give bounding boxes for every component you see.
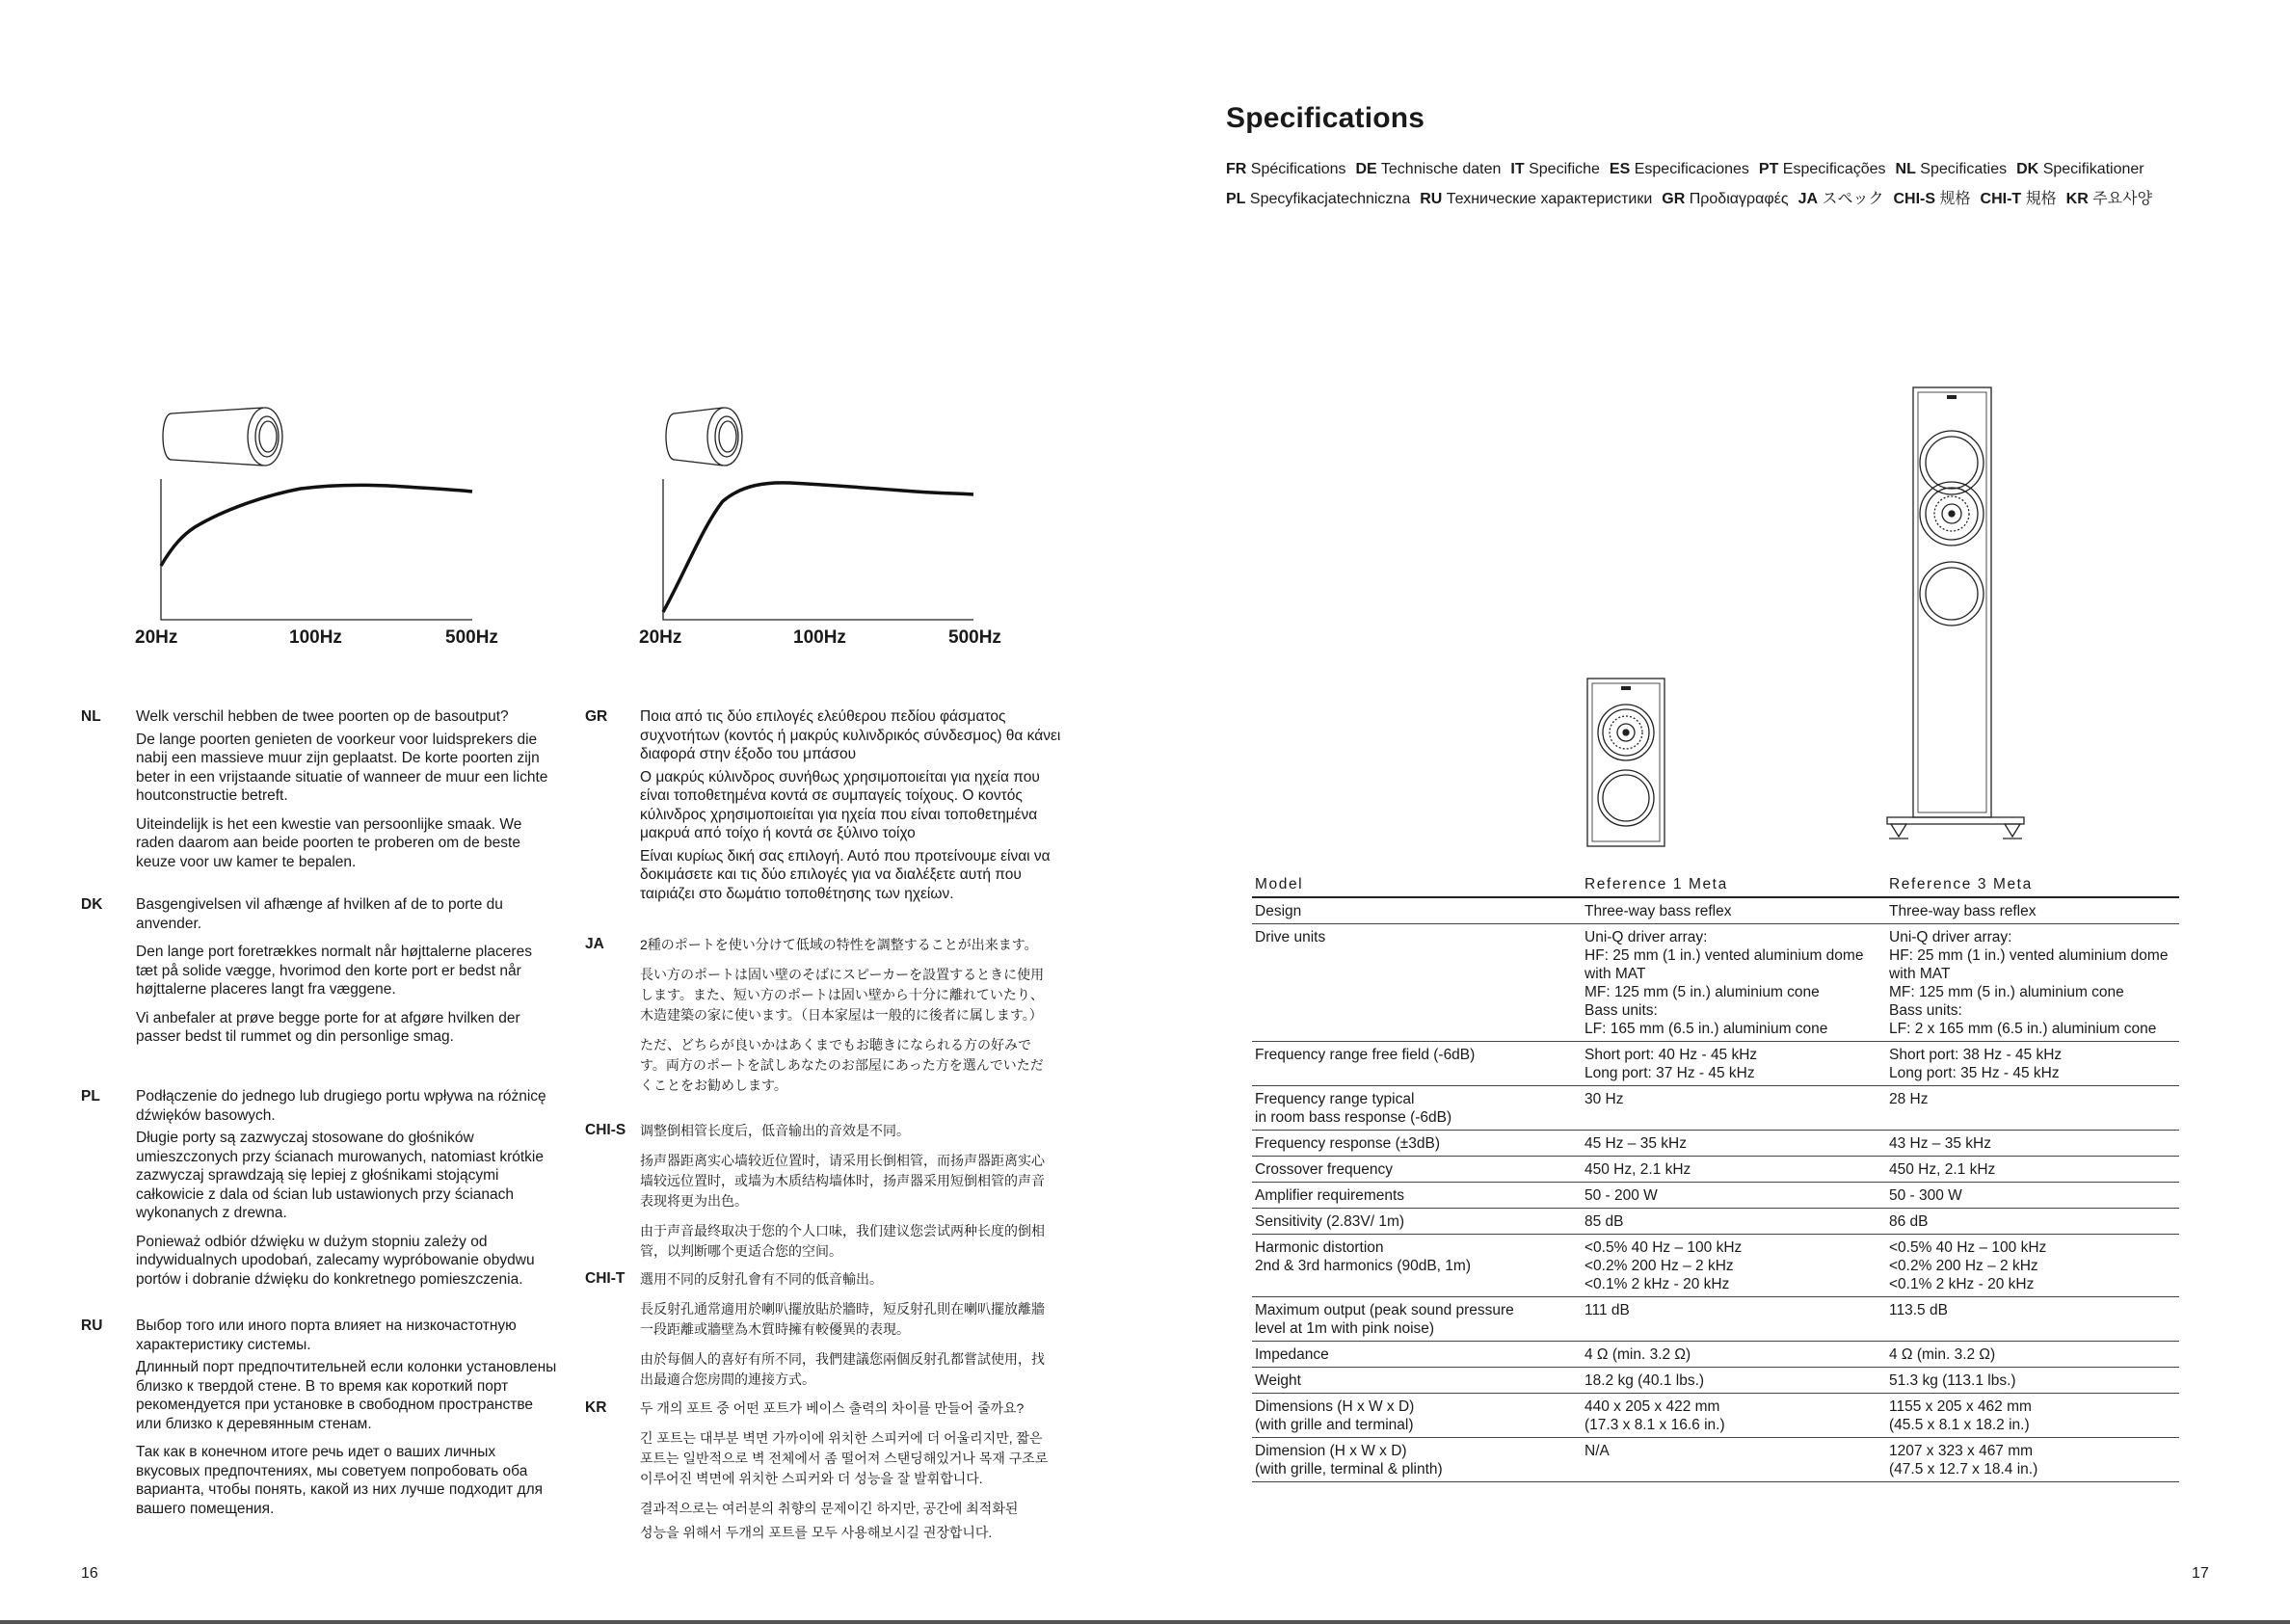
bass-driver-icon <box>1598 770 1654 826</box>
spec-label: Frequency range typical in room bass response (-6dB) <box>1252 1086 1582 1131</box>
faq-paragraph: Είναι κυρίως δική σας επιλογή. Αυτό που προτείνουμε είναι να δοκιμάσετε και τις δύο επιλογές για να διαλέξετε αυτή που ταιριάζει στο δωμάτιο τοποθέτησης των ηχείων. <box>640 847 1051 902</box>
language-entry-fr <box>1226 161 1346 177</box>
spec-label: Amplifier requirements <box>1252 1183 1582 1209</box>
table-row <box>1252 1157 2179 1183</box>
language-code: PL <box>1226 191 1246 207</box>
spec-value: 440 x 205 x 422 mm (17.3 x 8.1 x 16.6 in.) <box>1582 1394 1886 1438</box>
language-entry-es <box>1610 161 1749 177</box>
spec-value: Short port: 38 Hz - 45 kHz Long port: 35 Hz - 45 kHz <box>1886 1042 2179 1086</box>
faq-question: Basgengivelsen vil afhænge af hvilken af de to porte du anvender. <box>136 896 503 932</box>
spec-value: <0.5% 40 Hz – 100 kHz <0.2% 200 Hz – 2 kHz <0.1% 2 kHz - 20 kHz <box>1886 1235 2179 1297</box>
faq-paragraph: ただ、どちらが良いかはあくまでもお聴きになられる方の好みです。両方のポートを試しあなたのお部屋にあった方を選んでいただくことをお勧めします。 <box>640 1037 1044 1093</box>
spec-value: Three-way bass reflex <box>1886 897 2179 924</box>
spec-value: 45 Hz – 35 kHz <box>1582 1131 1886 1157</box>
hz-label-100: 100Hz <box>793 627 846 648</box>
table-row <box>1252 1235 2179 1297</box>
faq-paragraph: Ο μακρύς κύλινδρος συνήθως χρησιμοποιείται για ηχεία που είναι τοποθετημένα κοντά σε συμπαγείς τοίχους. Ο κοντός κύλινδρος χρησιμοποιείται για ηχεία που είναι τοποθετημένα μακρυά από τοίχο ή κοντά σε ξύλινο τοίχο <box>640 768 1040 841</box>
language-label: Технические характеристики <box>1446 191 1653 207</box>
response-curve-short <box>663 483 973 612</box>
spec-value: 28 Hz <box>1886 1086 2179 1131</box>
language-code: CHI-S <box>1893 191 1936 207</box>
lang-code: NL <box>81 708 101 725</box>
table-row <box>1252 1297 2179 1342</box>
hz-label-20: 20Hz <box>639 627 682 648</box>
cabinet-outline <box>1913 387 1991 817</box>
reference-3-meta-illustration <box>1879 384 2034 851</box>
faq-question: Выбор того или иного порта влияет на низкочастотную характеристику системы. <box>136 1318 517 1353</box>
bass-driver-bottom-icon <box>1920 562 1984 626</box>
faq-question: Ποια από τις δύο επιλογές ελεύθερου πεδίου φάσματος συχνοτήτων (κοντός ή μακρύς κυλινδρικός σύνδεσμος) θα κάνει διαφορά στην έξοδο του μπάσου <box>640 708 1061 762</box>
faq-paragraph: Ponieważ odbiór dźwięku w dużym stopniu zależy od indywidualnych upodobań, zalecamy wypróbowanie obydwu portów i dobranie dźwięku do konkretnego pomieszczenia. <box>136 1233 535 1288</box>
spec-value: 450 Hz, 2.1 kHz <box>1886 1157 2179 1183</box>
spec-value: 4 Ω (min. 3.2 Ω) <box>1582 1342 1886 1368</box>
language-entry-nl <box>1896 161 2008 177</box>
faq-paragraph: Так как в конечном итоге речь идет о ваших личных вкусовых предпочтениях, мы советуем попробовать оба варианта, чтобы понять, какой из них лучше подходит для вашего помещения. <box>136 1444 544 1517</box>
frequency-graph-short-port-svg <box>636 400 1022 631</box>
faq-paragraph: 긴 포트는 대부분 벽면 가까이에 위치한 스피커에 더 어울리지만, 짧은 포트는 일반적으로 벽 전체에서 좀 떨어져 스탠딩해있거나 목재 구조로 이루어진 벽면에 위치한 스피커와 더 성능을 잘 발휘합니다. <box>640 1430 1049 1486</box>
faq-paragraph: 由于声音最终取决于您的个人口味，我们建议您尝试两种长度的倒相管，以判断哪个更适合您的空间。 <box>640 1223 1045 1259</box>
bottom-rule <box>0 1620 2290 1624</box>
spec-value: Uni-Q driver array: HF: 25 mm (1 in.) vented aluminium dome with MAT MF: 125 mm (5 in.) aluminium cone Bass units: LF: 165 mm (6.5 in.) aluminium cone <box>1582 924 1886 1042</box>
spec-label: Frequency response (±3dB) <box>1252 1131 1582 1157</box>
lang-code: CHI-S <box>585 1122 626 1138</box>
spec-value: 113.5 dB <box>1886 1297 2179 1342</box>
frequency-graph-long-port-svg <box>135 400 520 631</box>
spec-label: Frequency range free field (-6dB) <box>1252 1042 1582 1086</box>
port-tube-short-icon <box>666 408 742 466</box>
graph-axes <box>663 479 973 620</box>
spec-value: 50 - 200 W <box>1582 1183 1886 1209</box>
page-title: Specifications <box>1226 102 1425 134</box>
table-row <box>1252 1368 2179 1394</box>
language-code: NL <box>1895 161 1916 177</box>
spec-label: Weight <box>1252 1368 1582 1394</box>
lang-code: KR <box>585 1399 607 1416</box>
language-entry-pt <box>1759 161 1886 177</box>
spec-label: Design <box>1252 897 1582 924</box>
language-label: Specifikationer <box>2042 161 2144 177</box>
language-code: DK <box>2016 161 2039 177</box>
faq-question: 2種のポートを使い分けて低域の特性を調整することが出来ます。 <box>640 937 1038 952</box>
spec-label: Crossover frequency <box>1252 1157 1582 1183</box>
table-row <box>1252 1209 2179 1235</box>
frequency-graph-long-port <box>135 400 520 631</box>
table-row <box>1252 1394 2179 1438</box>
table-row <box>1252 1042 2179 1086</box>
hz-label-500: 500Hz <box>445 627 498 648</box>
table-header-row <box>1252 872 2179 897</box>
faq-question: Podłączenie do jednego lub drugiego portu wpływa na różnicę dźwięków basowych. <box>136 1088 546 1124</box>
plinth-feet <box>1891 824 2020 837</box>
language-label: Technische daten <box>1380 161 1502 177</box>
lang-code: DK <box>81 896 103 913</box>
spec-label: Harmonic distortion 2nd & 3rd harmonics (90dB, 1m) <box>1252 1235 1582 1297</box>
plinth <box>1887 817 2024 824</box>
language-code: DE <box>1355 161 1377 177</box>
graph-axes <box>161 479 472 620</box>
spec-label: Maximum output (peak sound pressure level at 1m with pink noise) <box>1252 1297 1582 1342</box>
spec-label: Sensitivity (2.83V/ 1m) <box>1252 1209 1582 1235</box>
language-entry-ja <box>1798 191 1884 207</box>
table-row <box>1252 1131 2179 1157</box>
response-curve-long <box>161 485 472 566</box>
spec-label: Drive units <box>1252 924 1582 1042</box>
faq-paragraph: 長い方のポートは固い壁のそばにスピーカーを設置するときに使用します。また、短い方のポートは固い壁から十分に離れていたり、木造建築の家に使います。（日本家屋は一般的に後者に属します。） <box>640 967 1045 1023</box>
faq-paragraph: 由於每個人的喜好有所不同，我們建議您兩個反射孔都嘗試使用，找出最適合您房間的連接方式。 <box>640 1351 1045 1387</box>
reference-1-meta-illustration <box>1581 675 1672 850</box>
language-code: ES <box>1609 161 1631 177</box>
faq-paragraph: Długie porty są zazwyczaj stosowane do głośników umieszczonych przy ścianach murowanych, natomiast krótkie zazwyczaj sprawdzają się lepiej z głośnikami stojącymi całkowicie z dala od ścian lub ustawionych przy ścianach wykonanych z drewna. <box>136 1130 544 1221</box>
port-tube-long-icon <box>163 408 282 466</box>
language-entry-pl <box>1226 191 1410 207</box>
spec-value: 86 dB <box>1886 1209 2179 1235</box>
language-code: RU <box>1420 191 1443 207</box>
spec-value: 30 Hz <box>1582 1086 1886 1131</box>
spec-value: 18.2 kg (40.1 lbs.) <box>1582 1368 1886 1394</box>
table-row <box>1252 1086 2179 1131</box>
language-label: 주요사양 <box>2092 191 2153 207</box>
spec-value: 43 Hz – 35 kHz <box>1886 1131 2179 1157</box>
faq-paragraph: De lange poorten genieten de voorkeur voor luidsprekers die nabij een massieve muur zijn geplaatst. De korte poorten zijn beter in een vrijstaande situatie of wanneer de muur een lichte houtconstructie betreft. <box>136 731 548 804</box>
spec-value: 4 Ω (min. 3.2 Ω) <box>1886 1342 2179 1368</box>
faq-question: 调整倒相管长度后，低音输出的音效是不同。 <box>640 1123 910 1138</box>
language-line-1 <box>1226 161 2154 178</box>
language-code: KR <box>2065 191 2089 207</box>
language-line-2 <box>1226 186 2162 208</box>
spec-value: Short port: 40 Hz - 45 kHz Long port: 37 Hz - 45 kHz <box>1582 1042 1886 1086</box>
faq-paragraph: Den lange port foretrækkes normalt når højttalerne placeres tæt på solide vægge, hvorimod den korte port er bedst når højttalerne placeres langt fra væggene. <box>136 944 532 998</box>
language-label: Especificações <box>1782 161 1886 177</box>
faq-paragraph: 결과적으로는 여러분의 취향의 문제이긴 하지만, 공간에 최적화된 <box>640 1501 1019 1516</box>
faq-paragraph: Uiteindelijk is het een kwestie van persoonlijke smaak. We raden daarom aan beide poorten te proberen om de beste keuze voor uw kamer te bepalen. <box>136 815 522 870</box>
language-code: FR <box>1226 161 1247 177</box>
faq-paragraph: 長反射孔通常適用於喇叭擺放貼於牆時，短反射孔則在喇叭擺放離牆一段距離或牆壁為木質時擁有較優異的表現。 <box>640 1301 1045 1337</box>
column-header: Reference 3 Meta <box>1886 872 2179 897</box>
hz-label-500: 500Hz <box>948 627 1001 648</box>
language-label: Specifiche <box>1529 161 1600 177</box>
spec-value: Uni-Q driver array: HF: 25 mm (1 in.) vented aluminium dome with MAT MF: 125 mm (5 in.) aluminium cone Bass units: LF: 2 x 165 mm (6.5 in.) aluminium cone <box>1886 924 2179 1042</box>
lang-code: CHI-T <box>585 1270 626 1287</box>
column-header: Model <box>1252 872 1582 897</box>
hz-label-100: 100Hz <box>289 627 342 648</box>
language-entry-chi-s <box>1894 191 1971 207</box>
hz-label-20: 20Hz <box>135 627 178 648</box>
faq-question: Welk verschil hebben de twee poorten op de basoutput? <box>136 708 509 725</box>
language-code: IT <box>1510 161 1525 177</box>
language-label: 规格 <box>1939 191 1971 207</box>
lang-code: PL <box>81 1088 100 1105</box>
spec-value: 85 dB <box>1582 1209 1886 1235</box>
language-code: JA <box>1797 191 1819 207</box>
table-row <box>1252 924 2179 1042</box>
language-label: Προδιαγραφές <box>1689 191 1789 207</box>
language-code: CHI-T <box>1980 191 2022 207</box>
table-row <box>1252 1342 2179 1368</box>
language-entry-gr <box>1662 191 1788 207</box>
language-code: GR <box>1662 191 1686 207</box>
language-entry-it <box>1510 161 1600 177</box>
language-label: スペック <box>1822 191 1884 207</box>
table-row <box>1252 1438 2179 1482</box>
logo-icon <box>1947 395 1957 399</box>
faq-paragraph: Длинный порт предпочтительней если колонки установлены близко к твердой стене. В то время как короткий порт рекомендуется при установке в свободном пространстве или близко к деревянным стенам. <box>136 1359 557 1432</box>
spec-value: 111 dB <box>1582 1297 1886 1342</box>
faq-question: 選用不同的反射孔會有不同的低音輸出。 <box>640 1271 883 1287</box>
spec-label: Dimension (H x W x D) (with grille, terminal & plinth) <box>1252 1438 1582 1482</box>
language-label: 規格 <box>2025 191 2057 207</box>
language-label: Specificaties <box>1920 161 2008 177</box>
language-entry-de <box>1356 161 1502 177</box>
language-label: Specyfikacjatechniczna <box>1249 191 1411 207</box>
column-header: Reference 1 Meta <box>1582 872 1886 897</box>
faq-paragraph: Vi anbefaler at prøve begge porte for at afgøre hvilken der passer bedst til rummet og din personlige smag. <box>136 1009 520 1045</box>
faq-paragraph: 성능을 위해서 두개의 포트를 모두 사용해보시길 권장합니다. <box>640 1525 993 1540</box>
spec-value: 50 - 300 W <box>1886 1183 2179 1209</box>
frequency-graph-short-port <box>636 400 1022 631</box>
language-entry-dk <box>2016 161 2144 177</box>
page-number-right: 17 <box>2192 1565 2209 1582</box>
spec-label: Impedance <box>1252 1342 1582 1368</box>
faq-question: 두 개의 포트 중 어떤 포트가 베이스 출력의 차이를 만들어 줄까요? <box>640 1400 1025 1416</box>
lang-code: JA <box>585 936 604 952</box>
specifications-table <box>1252 872 2179 1482</box>
lang-code: GR <box>585 708 608 725</box>
spec-value: 450 Hz, 2.1 kHz <box>1582 1157 1886 1183</box>
language-entry-kr <box>2066 191 2152 207</box>
spec-value: Three-way bass reflex <box>1582 897 1886 924</box>
table-row <box>1252 1183 2179 1209</box>
page-number-left: 16 <box>81 1565 98 1582</box>
spec-value: N/A <box>1582 1438 1886 1482</box>
language-entry-ru <box>1420 191 1652 207</box>
logo-icon <box>1621 686 1631 690</box>
language-entry-chi-t <box>1981 191 2057 207</box>
bass-driver-top-icon <box>1920 431 1984 494</box>
language-label: Spécifications <box>1250 161 1346 177</box>
spec-value: 1155 x 205 x 462 mm (45.5 x 8.1 x 18.2 in.) <box>1886 1394 2179 1438</box>
spec-value: 1207 x 323 x 467 mm (47.5 x 12.7 x 18.4 in.) <box>1886 1438 2179 1482</box>
spec-label: Dimensions (H x W x D) (with grille and terminal) <box>1252 1394 1582 1438</box>
faq-paragraph: 扬声器距离实心墙较近位置时，请采用长倒相管，而扬声器距离实心墙较远位置时，或墙为木质结构墙体时，扬声器采用短倒相管的声音表现将更为出色。 <box>640 1153 1045 1209</box>
language-code: PT <box>1758 161 1779 177</box>
language-label: Especificaciones <box>1634 161 1749 177</box>
table-row <box>1252 897 2179 924</box>
spec-value: 51.3 kg (113.1 lbs.) <box>1886 1368 2179 1394</box>
lang-code: RU <box>81 1318 103 1334</box>
spec-value: <0.5% 40 Hz – 100 kHz <0.2% 200 Hz – 2 kHz <0.1% 2 kHz - 20 kHz <box>1582 1235 1886 1297</box>
